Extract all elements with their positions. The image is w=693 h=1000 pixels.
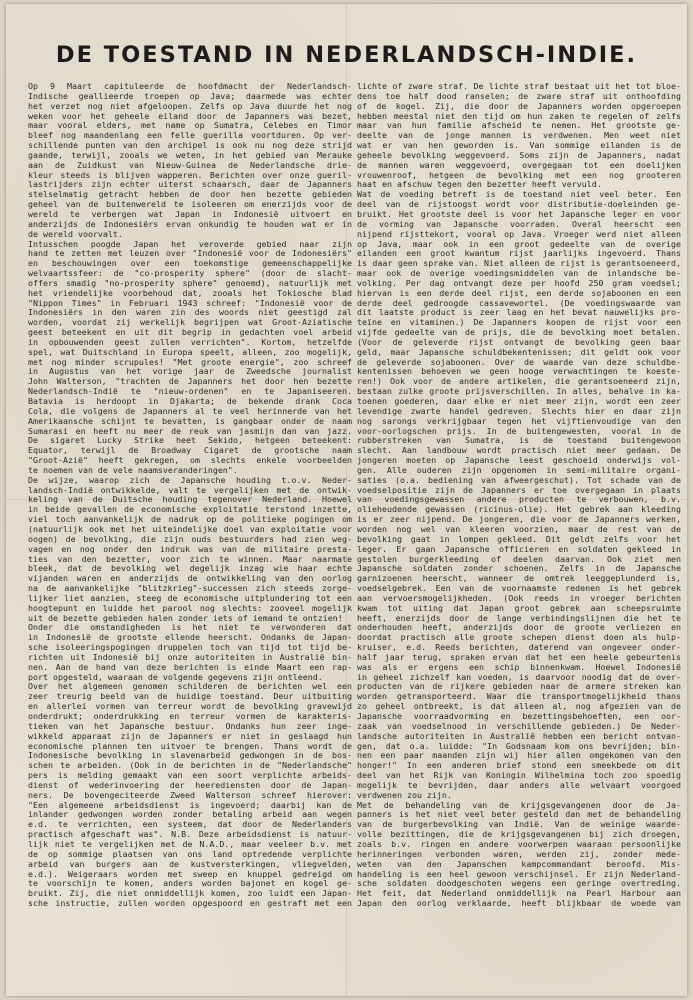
text-line: pers is melding gemaakt van een soort verplichte arbeids- (28, 771, 352, 781)
text-line: rubberstreken van Sumatra, is de toestand buitengewoon (357, 436, 681, 446)
text-line: dienst of wederinvoering der heerediensten door de Japan- (28, 780, 352, 790)
text-line: nijpend rijsttekort, vooral op Java. Vroeger werd niet alleen (357, 229, 681, 239)
left-column (28, 82, 352, 909)
text-line: worden, voordat zij werkelijk begrijpen wat Groot-Aziatische (28, 318, 352, 328)
text-line: Japan den oorlog verklaarde, heeft blijkbaar de woede van (357, 899, 681, 909)
text-line: onderhouden heeft, anderzijds door de groote verliezen en (357, 623, 681, 633)
text-line: olieheudende gewassen (ricinus-olie). Het gebrek aan kleeding (357, 505, 681, 515)
text-line: viel toch aanvankelijk de nadruk op de politieke pogingen om (28, 515, 352, 525)
text-line: Indonesiërs in den waren zin des woords niet geestigd zal (28, 308, 352, 318)
text-line: vagen en nog onder den indruk was van de militaire presta- (28, 544, 352, 554)
document-page (6, 4, 687, 996)
text-line: doordat practisch alle groote schepen dienst doen als hulp- (357, 633, 681, 643)
text-line: Met de behandeling van de krijgsgevangenen door de Ja- (357, 800, 681, 810)
text-line: zoals b.v. ringen en andere voorwerpen waaraan persoonlijke (357, 839, 681, 849)
text-line: oogen) de bevolking, die zijn ouds bestuurders had zien weg- (28, 534, 352, 544)
text-line: met nog minder scrupules! "Met groote energie", zoo schreef (28, 357, 352, 367)
text-line: of de kogel. Zij, die door de Japanners worden opgeroepen (357, 101, 681, 111)
text-line: voor-oorlogschen prijs. In de buitengewesten, vooral in de (357, 426, 681, 436)
text-line: lijk niet te vergelijken met de N.A.D., maar veeleer b.v. met (28, 839, 352, 849)
text-line: sche isoleeringspogingen druppelen toch van tijd tot tijd be- (28, 643, 352, 653)
text-line: John Walterson, "trachten de Japanners het door hen bezette (28, 377, 352, 387)
text-line: te noemen van de vele naamsveranderingen". (28, 465, 238, 475)
text-line: kentenissen behoeven we geen hooge verwachtingen te koeste- (357, 367, 681, 377)
text-line: stelselmatig getracht hebben de door hen bezette gebieden (28, 190, 352, 200)
text-line: Indonesische bevolking in slavenarbeid gedwongen in de bos- (28, 751, 352, 761)
text-line: panners is het niet veel beter gesteld dan met de behandeling (357, 810, 681, 820)
text-line: honger!" In een anderen brief stond een smeekbede om dit (357, 761, 681, 771)
text-line: aan vervoersmogelijkheden. (Ook reeds in vroeger berichten (357, 593, 681, 603)
text-line: dens toe half dood ranselen; de zware straf uit onthoofding (357, 91, 681, 101)
text-line: lastrijders zijn echter uiterst schaarsch, daar de Japanners (28, 180, 352, 190)
text-line: kruiser, e.d. Reeds berichten, daterend van ongeveer onder- (357, 643, 681, 653)
text-line: wikkeld apparaat zijn de Japanners er niet in geslaagd hun (28, 731, 352, 741)
text-line: heeft, enerzijds door de lange verbindingslijnen die het te (357, 613, 681, 623)
text-line: deel van de rijstoogst wordt voor distributie-doeleinden ge- (357, 200, 681, 210)
text-line: ren!) Ook voor de andere artikelen, die gerantsoeneerd zijn, (357, 377, 681, 387)
text-line: offers smadig "no-prosperity sphere" genoemd), natuurlijk met (28, 278, 352, 288)
text-line: zaak van voedselnood in verschillende gebieden.) De Neder- (357, 721, 681, 731)
text-line: verdwenen zou zijn. (357, 790, 452, 800)
text-line: volking. Per dag ontvangt deze per hoofd 250 gram voedsel; (357, 278, 681, 288)
text-line: vrouwenroof, hetgeen de bevolking met een nog grooteren (357, 170, 681, 180)
text-line: gen, dat o.a. luidde: "In Godsnaam kom ons bevrijden; bin- (357, 741, 681, 751)
text-line: en allerlei vormen van terreur wordt de bevolking gravewijd (28, 702, 352, 712)
text-line: van de burgerbevolking van Indië. Van de weinige waarde- (357, 820, 681, 830)
text-line: Op 9 Maart capituleerde de hoofdmacht der Nederlandsch- (28, 82, 352, 91)
right-column (357, 82, 681, 909)
text-line: worden getransporteerd. Waar die transportmogelijkheid thans (357, 692, 681, 702)
text-line: deelte van de jonge mannen is verdwenen. Men weet niet (357, 131, 681, 141)
text-line: inlander gedwongen worden zonder betaling arbeid aan wegen (28, 810, 352, 820)
text-line: geheele bevolking weggevoerd. Soms zijn de Japanners, nadat (357, 150, 681, 160)
text-line: herinneringen verbonden waren, werden zij, zonder mede- (357, 849, 681, 859)
text-line: de op sommige plaatsen van ons land optredende verplichte (28, 849, 352, 859)
text-line: e.d.). Weigeraars worden met sweep en knuppel gedreigd om (28, 869, 352, 879)
text-line: landsch-Indië ontwikkelde, valt te vergelijken met de ontwik- (28, 485, 352, 495)
text-line: garnizoenen heerscht, wanneer de omtrek leeggeplunderd is, (357, 574, 681, 584)
text-line: practisch afgeschaft was". N.B. Deze arbeidsdienst is natuur- (28, 830, 352, 840)
text-line: vijfde gedeelte van de prijs, die de bevolking moet betalen. (357, 328, 681, 338)
text-line: spel, wat Duitschland in Europa speelt, alleen, zoo mogelijk, (28, 347, 352, 357)
text-line: leger. Er gaan Japansche officieren en soldaten gekleed in (357, 544, 681, 554)
text-line: hoogtepunt en luidde het parool nog slechts: zooveel mogelijk (28, 603, 352, 613)
text-line: wereld te verbergen wat Japan in Indonesië uitvoert en (28, 209, 352, 219)
text-line: voedselgebrek. Een van de voornaamste redenen is het gebrek (357, 584, 681, 594)
text-line: gestolen burgerkleeding of deelen daarvan. Ook ziet men (357, 554, 681, 564)
text-line: nog sarongs verkrijgbaar tegen het vijftienvoudige van den (357, 416, 681, 426)
text-line: de wereld voorvalt. (28, 229, 123, 239)
text-line: De wijze, waarop zich de Japansche houding t.o.v. Neder- (28, 475, 352, 485)
text-line: welvaartssfeer: de "co-prosperity sphere" (door de slacht- (28, 269, 352, 279)
text-line: hiervan is een derde deel rijst, een derde sojaboonen en een (357, 288, 681, 298)
text-line: maar van hun familie afscheid te nemen. Het grootste ge- (357, 121, 681, 131)
text-line: het vriendelijke voorbehoud dat, zooals het Tokiosche blad (28, 288, 352, 298)
text-line: Het feit, dat Nederland onmiddellijk na Pearl Harbour aan (357, 889, 681, 899)
text-line: bruikt. Het grootste deel is voor het Japansche leger en voor (357, 209, 681, 219)
text-line: Cola, die volgens de Japanners al te veel herinnerde van het (28, 406, 352, 416)
text-line: Batavia is herdoopt in Djakarta; de bekende drank Coca (28, 397, 352, 406)
text-line: jongeren moeten op Japansche leest geschoeid onderwijs vol- (357, 456, 681, 466)
text-line: lichte of zware straf. De lichte straf bestaat uit het tot bloe- (357, 82, 681, 91)
text-line: schillende punten van den archipel is ook nu nog deze strijd (28, 141, 352, 151)
text-line: De sigaret Lucky Strike heet Sekido, hetgeen beteekent: (28, 436, 352, 446)
text-line: is daar geen sprake van. Niet alleen de rijst is gerantsoeneerd, (357, 259, 681, 269)
text-line: uit de bezette gebieden halen zonder iets of iemand te ontzien! (28, 613, 343, 623)
text-line: (Voor de geleverde rijst ontvangt de bevolking geen baar (357, 337, 681, 347)
text-line: sche instructie, zullen worden opgespoord en gestraft met een (28, 899, 352, 909)
text-line: dit laatste product is zeer laag en het bevat nauwelijks pro- (357, 308, 681, 318)
text-line: ties van den bezetter, voor zich te winnen. Maar naarmate (28, 554, 352, 564)
text-line: tieken van het Japansche bestuur. Ondanks hun zeer inge- (28, 721, 352, 731)
text-line: anderzijds de Indonesiërs ervan onkundig te houden wat er in (28, 219, 352, 229)
text-line: in beide gevallen de economische exploitatie terstond inzette, (28, 505, 352, 515)
text-line: half jaar terug, spraken ervan dat het een heele gebeurtenis (357, 652, 681, 662)
text-line: onderdrukt; onderdrukking en terreur vormen de karakteris- (28, 712, 352, 721)
text-line: in Augustus van het vorige jaar de Zweedsche journalist (28, 367, 352, 377)
text-line: sche soldaten doodgeschoten wegens een geringe overtreding. (357, 879, 681, 889)
text-line: gaande, terwijl, zooals we weten, in het gebied van Merauke (28, 150, 352, 160)
text-line: in opbouwenden geest zullen verrichten". Kortom, hetzelfde (28, 337, 352, 347)
text-line: op Java, maar ook in een groot gedeelte van de overige (357, 239, 681, 249)
text-line: bruikt. Zij, die niet onmiddellijk komen, zoo luidt een Japan- (28, 889, 352, 899)
text-line: eilanden een groot kwantum rijst jaarlijks ingevoerd. Thans (357, 249, 681, 259)
text-line: gen. Alle ouderen zijn opgenomen in semi-militaire organi- (357, 465, 681, 475)
text-line: Equator, terwijl de Broadway Cigaret de grootsche naam (28, 446, 352, 456)
text-line: richten uit Indonesië bij onze autoriteiten in Australië bin- (28, 652, 352, 662)
text-line: Wat de voeding betreft is de toestand niet veel beter. Een (357, 190, 681, 200)
text-line: lijker liet aanzien, steeg de economische uitplundering tot een (28, 593, 352, 603)
text-line: toenen goederen, daar elke er niet meer zijn, wordt een zeer (357, 397, 681, 406)
text-line: weten van den Japanschen kampcommandant beroofd. Mis- (357, 859, 681, 869)
text-line: Sumarasi en heeft nu meer de reuk van jasmijn dan van jazz. (28, 426, 352, 436)
text-line: saties (o.a. bediening van afweergeschut). Tot schade van de (357, 475, 681, 485)
text-line: aan de Zuidkust van Nieuw-Guinea de Nederlandsche drie- (28, 160, 352, 170)
text-line: de geleverde sojaboonen. Over de waarde van deze schuldbe- (357, 357, 681, 367)
text-line: deel van het Rijk van Koningin Wilhelmina toch zoo spoedig (357, 771, 681, 781)
text-line: mogelijk te bevrijden, daar anders alle welvaart voorgoed (357, 780, 681, 790)
text-line: voedselpositie zijn de Japanners er toe overgegaan in plaats (357, 485, 681, 495)
text-line: kleur steeds is blijven wapperen. Berichten over onze gueril- (28, 170, 352, 180)
text-line: kwam tot uiting dat Japan groot gebrek aan scheepsruimte (357, 603, 681, 613)
text-line: Nederlandsch-Indië te "nieuw-ordenen" en te Japaniseeren. (28, 387, 352, 397)
text-line: hand te zetten met leuzen over "Indonesië voor de Indonesiërs" (28, 249, 352, 259)
text-line: haat en afschuw tegen den bezetter heeft vervuld. (357, 180, 602, 190)
text-line: "Een algemeene arbeidsdienst is ingevoerd; daarbij kan de (28, 800, 352, 810)
text-line: nen. Aan de hand van deze berichten is einde Maart een rap- (28, 662, 352, 672)
text-line: in geheel zichzelf kan voeden, is daarvoor noodig dat de over- (357, 672, 681, 682)
text-line: van voedingsgewassen andere producten te verbouwen, b.v. (357, 495, 681, 505)
text-line: bleef nog maandenlang een felle guerilla voortduren. Op ver- (28, 131, 352, 141)
text-line: Japansche voorraadvorming en bezettingsbehoeften, een oor- (357, 712, 681, 721)
text-line: in Indonesië de grootste ellende heerscht. Ondanks de Japan- (28, 633, 352, 643)
text-line: weken voor het geheele eiland door de Japanners was bezet, (28, 111, 352, 121)
text-line: "Groot-Azië" heeft gekregen, om slechts enkele voorbeelden (28, 456, 352, 466)
text-line: zeer treurig beeld van de huidige toestand. Deur uitbuiting (28, 692, 352, 702)
text-line: keling van de Duitsche houding tegenover Nederland. Hoewel (28, 495, 352, 505)
text-line: handeling is een heel gewoon verschijnsel. Er zijn Nederland- (357, 869, 681, 879)
text-line: de mannen waren weggevoerd, overgegaan tot een doelijken (357, 160, 681, 170)
text-line: bestaan zulke groote prijsverschillen. In alles, behalve in ka- (357, 387, 681, 397)
text-line: Over het algemeen genomen schilderen de berichten wel een (28, 682, 352, 692)
text-line: volle bezittingen, die de krijgsgevangenen bij zich droegen, (357, 830, 681, 840)
text-line: het verzet nog niet afgeloopen. Zelfs op Java duurde het nog (28, 101, 352, 111)
text-line: Intusschen poogde Japan het veroverde gebied naar zijn (28, 239, 352, 249)
text-line: hebben meestal niet den tijd om hun zaken te regelen of zelfs (357, 111, 681, 121)
document-title: DE TOESTAND IN NEDERLANDSCH-INDIE. (55, 42, 638, 68)
text-line: economische plannen ten uitvoer te brengen. Thans wordt de (28, 741, 352, 751)
text-line: nen een paar maanden zijn wij hier allen omgekomen van den (357, 751, 681, 761)
text-line: slecht. Aan landbouw wordt practisch niet meer gedaan. De (357, 446, 681, 456)
text-line: geest beteekent en uit dit begrip in gedachten voel arbeid (28, 328, 352, 338)
text-line: bevolking gaat in lompen gekleed. Dit geldt zelfs voor het (357, 534, 681, 544)
text-line: te voorschijn te komen, anders worden bajonet en kogel ge- (28, 879, 352, 889)
text-line: port opgesteld, waaraan de volgende gegevens zijn ontleend. (28, 672, 323, 682)
text-line: zo geheel ontbreekt, is dat alleen al, nog afgezien van de (357, 702, 681, 712)
text-line: geheel van de buitenwereld te isoleeren om enerzijds voor de (28, 200, 352, 210)
text-line: ners. De bovengeciteerde Zweed Walterson schreef hierover: (28, 790, 352, 800)
text-line: was als er ergens een schip binnenkwam. Hoewel Indonesië (357, 662, 681, 672)
text-line: Indische geallieerde troepen op Java; daarmede was echter (28, 91, 352, 101)
text-line: de vorming van Japansche voorraden. Overal heerscht een (357, 219, 681, 229)
text-line: vijanden waren en anderzijds de ontwikkeling van den oorlog (28, 574, 352, 584)
text-line: schen te arbeiden. (Ook in de berichten in de "Nederlandsche" (28, 761, 352, 771)
text-line: Onder die omstandigheden is het niet te verwonderen dat (28, 623, 352, 633)
text-line: e.d. te verrichten, een systeem, dat door de Nederlanders (28, 820, 352, 830)
text-line: wat er van hen geworden is. Van sommige eilanden is de (357, 141, 681, 151)
text-line: na de aanvankelijke "blitzkrieg"-successen zich steeds zorge- (28, 584, 352, 594)
text-line: (natuurlijk ook met het uiteindelijke doel van exploitatie voor (28, 524, 352, 534)
text-line: Japansche soldaten zonder schoenen. Zelfs in de Japansche (357, 564, 681, 574)
text-line: is er zeer nijpend. De jongeren, die voor de Japanners werken, (357, 515, 681, 525)
text-line: maar vooral elders, met name op Sumatra, Celebes en Timor (28, 121, 352, 131)
text-line: "Nippon Times" in Februari 1943 schreef: "Indonesië voor de (28, 298, 352, 308)
text-line: geld, maar Japansche schuldbekentenissen; dit geldt ook voor (357, 347, 681, 357)
text-line: Amerikaansche schijnt te bevatten, is gangbaar onder de naam (28, 416, 352, 426)
text-line: en beschouwingen over een toekomstige gemeenschappelijke (28, 259, 352, 269)
text-line: maar ook de overige voedingsmiddelen van de inlandsche be- (357, 269, 681, 279)
text-line: producten van de rijkere gebieden naar de armere streken kan (357, 682, 681, 692)
text-line: arbeid van burgers aan de kustversterkingen, vliegvelden, (28, 859, 352, 869)
text-line: levendige zwarte handel gedreven. Slechts hier en daar zijn (357, 406, 681, 416)
text-line: teïne en vitaminen.) De Japanners koopen de rijst voor een (357, 318, 681, 328)
text-line: derde deel gedroogde cassavewortel. (De voedingswaarde van (357, 298, 681, 308)
text-line: worden nog wel van kleeren voorzien, maar de rest van de (357, 524, 681, 534)
text-line: landsche autoriteiten in Australië hebben een bericht ontvan- (357, 731, 681, 741)
text-line: bleek, dat de bevolking wel degelijk inzag wie haar echte (28, 564, 352, 574)
